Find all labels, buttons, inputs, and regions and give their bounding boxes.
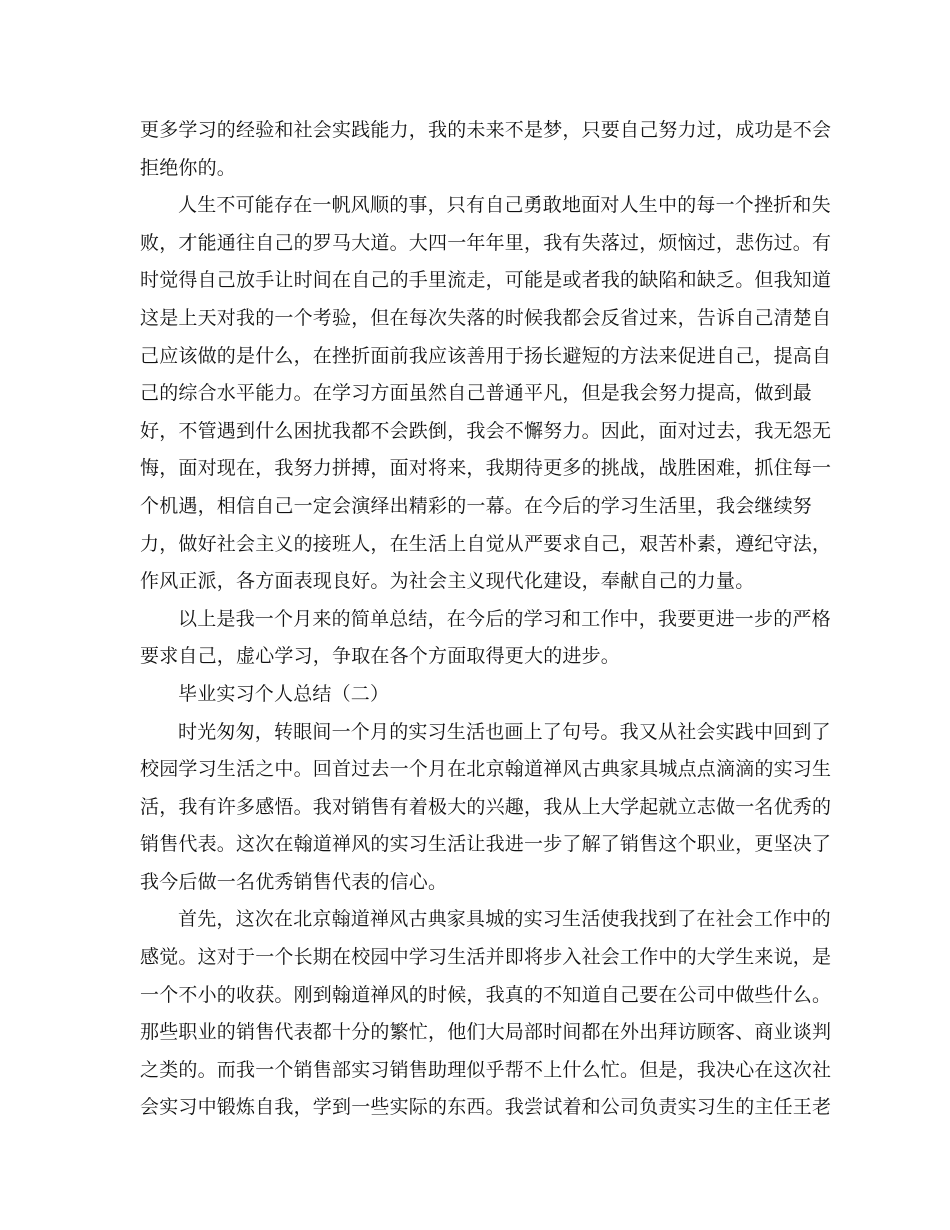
text-line: 要求自己，虚心学习，争取在各个方面取得更大的进步。 <box>140 645 621 668</box>
text-line: 更多学习的经验和社会实践能力，我的未来不是梦，只要自己努力过，成功是不会 <box>140 119 832 141</box>
text-line: 悔，面对现在，我努力拼搏，面对将来，我期待更多的挑战，战胜困难，抓住每一 <box>140 457 832 480</box>
text-line: 活，我有许多感悟。我对销售有着极大的兴趣，我从上大学起就立志做一名优秀的 <box>140 795 832 818</box>
text-line: 力，做好社会主义的接班人，在生活上自觉从严要求自己，艰苦朴素，遵纪守法， <box>140 532 832 555</box>
text-line: 校园学习生活之中。回首过去一个月在北京翰道禅风古典家具城点点滴滴的实习生 <box>140 758 832 781</box>
text-line: 个机遇，相信自己一定会演绎出精彩的一幕。在今后的学习生活里，我会继续努 <box>140 494 813 517</box>
heading-text: 毕业实习个人总结（二） <box>178 682 390 705</box>
text-line: 人生不可能存在一帆风顺的事，只有自己勇敢地面对人生中的每一个挫折和失 <box>178 194 831 217</box>
text-line: 己应该做的是什么，在挫折面前我应该善用于扬长避短的方法来促进自己，提高自 <box>140 344 832 367</box>
text-line: 会实习中锻炼自我，学到一些实际的东西。我尝试着和公司负责实习生的主任王老 <box>140 1096 832 1119</box>
paragraph <box>140 601 831 676</box>
text-line: 我今后做一名优秀销售代表的信心。 <box>140 870 448 893</box>
text-line: 时光匆匆，转眼间一个月的实习生活也画上了句号。我又从社会实践中回到了 <box>178 720 831 743</box>
text-line: 作风正派，各方面表现良好。为社会主义现代化建设，奉献自己的力量。 <box>140 570 755 593</box>
text-line: 首先，这次在北京翰道禅风古典家具城的实习生活使我找到了在社会工作中的 <box>178 908 831 931</box>
paragraph <box>140 187 832 601</box>
text-line: 好，不管遇到什么困扰我都不会跌倒，我会不懈努力。因此，面对过去，我无怨无 <box>140 419 832 442</box>
text-line: 拒绝你的。 <box>140 156 237 179</box>
paragraph <box>140 714 832 902</box>
section-heading <box>140 676 812 714</box>
paragraph <box>140 112 832 187</box>
text-line: 以上是我一个月来的简单总结，在今后的学习和工作中，我要更进一步的严格 <box>178 607 831 630</box>
text-line: 一个不小的收获。刚到翰道禅风的时候，我真的不知道自己要在公司中做些什么。 <box>140 983 832 1006</box>
text-line: 感觉。这对于一个长期在校园中学习生活并即将步入社会工作中的大学生来说，是 <box>140 946 832 969</box>
text-line: 己的综合水平能力。在学习方面虽然自己普通平凡，但是我会努力提高，做到最 <box>140 382 813 405</box>
text-line: 销售代表。这次在翰道禅风的实习生活让我进一步了解了销售这个职业，更坚决了 <box>140 833 832 856</box>
text-line: 败，才能通往自己的罗马大道。大四一年年里，我有失落过，烦恼过，悲伤过。有 <box>140 231 832 254</box>
text-line: 时觉得自己放手让时间在自己的手里流走，可能是或者我的缺陷和缺乏。但我知道 <box>140 269 832 292</box>
text-line: 之类的。而我一个销售部实习销售助理似乎帮不上什么忙。但是，我决心在这次社 <box>140 1058 832 1081</box>
text-line: 这是上天对我的一个考验，但在每次失落的时候我都会反省过来，告诉自己清楚自 <box>140 306 832 329</box>
text-line: 那些职业的销售代表都十分的繁忙，他们大局部时间都在外出拜访顾客、商业谈判 <box>140 1021 832 1044</box>
paragraph <box>140 901 832 1127</box>
document-body <box>140 112 832 1127</box>
